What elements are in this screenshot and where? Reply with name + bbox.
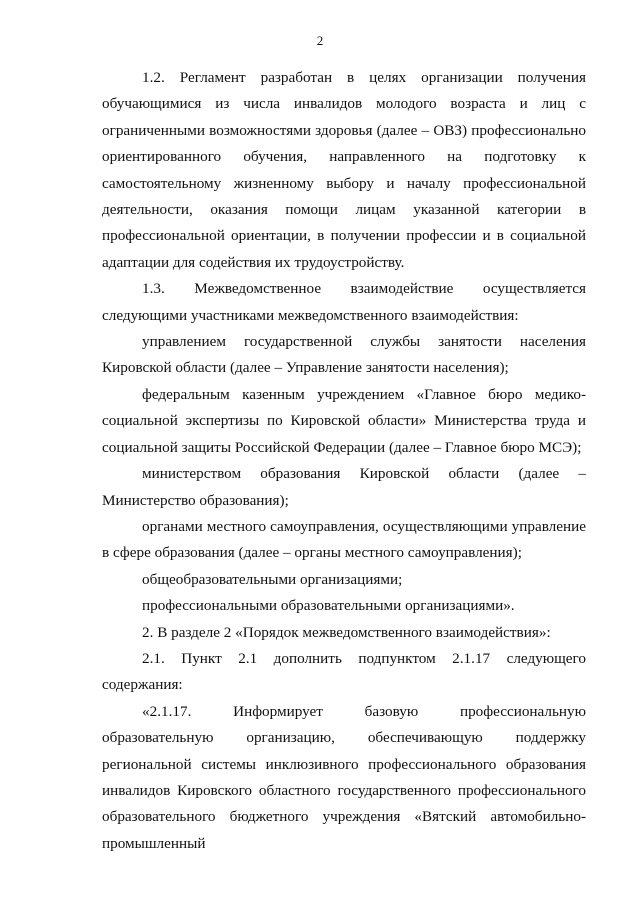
list-item-employment-service: управлением государственной службы занятости населения Кировской области (далее – Управление занятости населения); <box>102 333 586 377</box>
list-item-ministry-of-education: министерством образования Кировской области (далее – Министерство образования); <box>102 465 586 509</box>
paragraph-2-1: 2.1. Пункт 2.1 дополнить подпунктом 2.1.17 следующего содержания: <box>102 649 586 694</box>
paragraph-1-3: 1.3. Межведомственное взаимодействие осуществляется следующими участниками межведомственного взаимодействия: <box>102 280 586 324</box>
list-item-general-education: общеобразовательными организациями; <box>142 570 403 588</box>
paragraph-section-2: 2. В разделе 2 «Порядок межведомственного взаимодействия»: <box>142 623 551 641</box>
document-body <box>102 65 586 857</box>
paragraph-1-2: 1.2. Регламент разработан в целях организации получения обучающимися из числа инвалидов молодого возраста и лиц с ограниченными возможностями здоровья (далее – ОВЗ) профессионально ориентированного обучения, направленного на подготовку к самостоятельному жизненному выбору и началу профессиональной деятельности, оказания помощи лицам указанной категории в профессиональной ориентации, в получении профессии и в социальной адаптации для содействия их трудоустройству. <box>102 69 586 271</box>
page-number: 2 <box>316 33 324 48</box>
paragraph-2-1-17: «2.1.17. Информирует базовую профессиональную образовательную организацию, обеспечивающую поддержку региональной системы инклюзивного профессионального образования инвалидов Кировского областного государственного профессионального образовательного бюджетного учреждения «Вятский автомобильно-промышленный <box>102 702 586 852</box>
list-item-local-government: органами местного самоуправления, осуществляющими управление в сфере образования (далее – органы местного самоуправления); <box>102 517 586 562</box>
list-item-mse-bureau: федеральным казенным учреждением «Главное бюро медико-социальной экспертизы по Кировской области» Министерства труда и социальной защиты Российской Федерации (далее – Главное бюро МСЭ); <box>102 385 586 456</box>
list-item-professional-education: профессиональными образовательными организациями». <box>142 597 515 615</box>
